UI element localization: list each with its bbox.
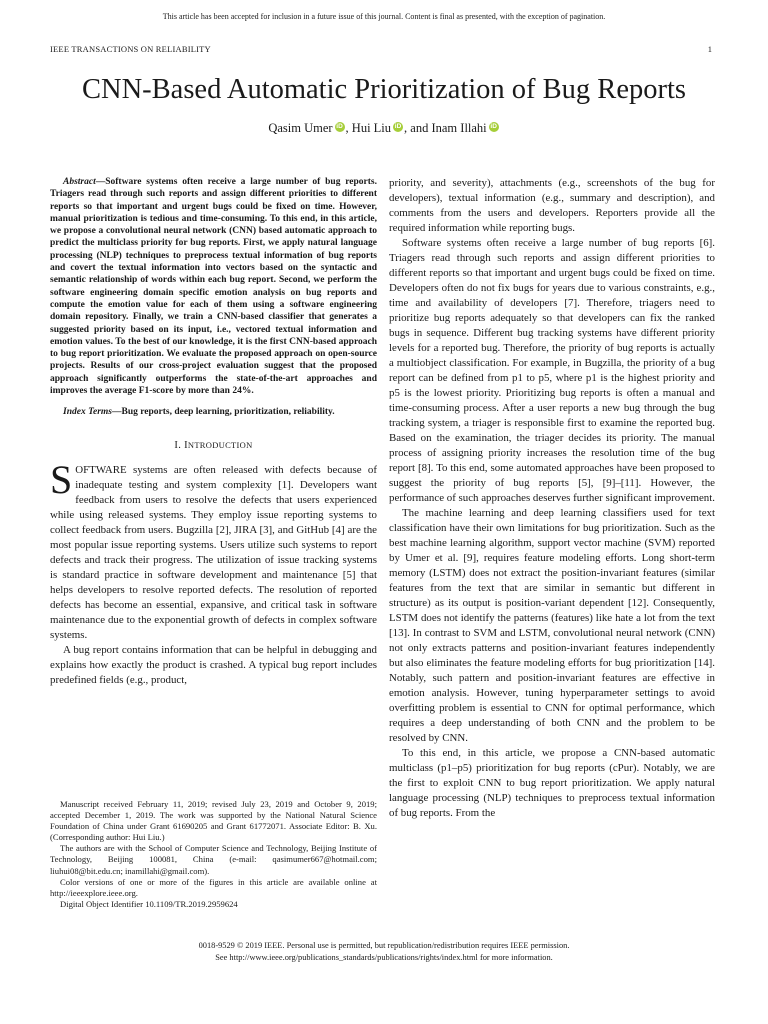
- body-paragraph: priority, and severity), attachments (e.g., screenshots of the bug for developers), textual information (e.g., summary and description), and comments from the users and developers. Reporters provide all the required information while reporting bugs.: [389, 177, 715, 234]
- journal-running-head: IEEE TRANSACTIONS ON RELIABILITY: [50, 44, 211, 54]
- paper-title: CNN-Based Automatic Prioritization of Bug Reports: [82, 74, 686, 105]
- abstract: [50, 176, 377, 397]
- section-title-rest: NTRODUCTION: [187, 439, 253, 450]
- abstract-text: —Software systems often receive a large number of bug reports. Triagers read through such reports and assign different priorities to different reports so that important and urgent bugs could be fixed on time. However, manual prioritization is tedious and time-consuming. To this end, in this article, we propose a convolutional neural network (CNN) based automatic approach to predict the multiclass priority for bug reports. First, we apply natural language processing (NLP) techniques to preprocess textual information of bug reports and covert the textual information into vectors based on the syntactic and semantic relationship of words within each bug report. Second, we perform the software engineering domain specific emotion analysis on bug reports and compute the emotion value for each of them using a software engineering domain repository. Finally, we train a CNN-based classifier that generates a suggested priority based on its input, i.e., vectored textual information and emotion values. To the best of our knowledge, it is the first CNN-based approach to bug report prioritization. We evaluate the proposed approach on open-source projects. Results of our cross-project evaluation suggest that the proposed approach significantly outperforms the state-of-the-art approaches and improves the average F1-score by more than 24%.: [50, 177, 377, 397]
- body-paragraph: To this end, in this article, we propose a CNN-based automatic multiclass (p1–p5) prioritization for bug reports (cPur). Notably, we are the first to exploit CNN to bug report prioritization. We apply natural language processing (NLP) techniques to preprocess textual information of bug reports. From the: [389, 747, 715, 819]
- author-separator: ,: [345, 121, 352, 135]
- author-list: [0, 121, 768, 136]
- author-separator: , and: [404, 121, 432, 135]
- abstract-lead: Abstract: [63, 177, 96, 187]
- orcid-icon[interactable]: iD: [336, 123, 343, 130]
- section-numeral: I.: [174, 439, 185, 451]
- section-initial: I: [184, 439, 188, 451]
- author-name: Hui Liu: [351, 121, 392, 135]
- author-name: Inam Illahi: [431, 121, 487, 135]
- footnote-doi: Digital Object Identifier 10.1109/TR.2019.2959624: [60, 898, 238, 909]
- left-column: [50, 176, 377, 688]
- right-column: [389, 176, 715, 821]
- intro-paragraph: [50, 456, 377, 643]
- intro-paragraph: A bug report contains information that can be helpful in debugging and explains how exactly the product is crashed. A typical bug report includes predefined fields (e.g., product,: [50, 643, 377, 686]
- body-paragraph: Software systems often receive a large number of bug reports [6]. Triagers read through such reports and assign different priorities to different reports so that important and urgent bugs could be fixed on time. Developers often do not fix bugs for years due to various constraints, e.g., time and availability of developers [7]. Therefore, triagers need to prioritize bug reports adequately so that developers can fix the ranked bugs in sequence. Different bug tracking systems have different priority levels for a reported bug. Therefore, the priority of bug reports is actually a multiobject classification. For example, in Bugzilla, the priority of a bug report can be defined from p1 to p5, where p1 is the highest priority and p5 is the lowest priority. Prioritizing bug reports is often a manual and time-consuming process. After a user reports a new bug through the bug tracking system, a triager is responsible first to examine the reported bug. Based on the examination, the triager decides its priority. The manual process of assigning priority increases the resolution time of the bug report [8]. To this end, some automated approaches have been proposed to suggest the priority of bug reports [5], [9]–[11]. However, the performance of such approaches deserves further significant improvement.: [389, 237, 715, 504]
- drop-cap: S: [50, 456, 73, 502]
- footnotes: [50, 799, 377, 910]
- author-name: Qasim Umer: [268, 121, 333, 135]
- orcid-icon[interactable]: iD: [394, 123, 402, 130]
- rights-url-line: See http://www.ieee.org/publications_standards/publications/rights/index.html for more information.: [215, 953, 553, 962]
- copyright-footer: [0, 940, 768, 964]
- page-number: 1: [707, 44, 712, 54]
- acceptance-banner: This article has been accepted for inclusion in a future issue of this journal. Content is final as presented, with the exception of pagination.: [162, 12, 606, 21]
- copyright-line: 0018-9529 © 2019 IEEE. Personal use is permitted, but republication/redistribution requires IEEE permission.: [198, 941, 570, 950]
- index-terms: [50, 406, 377, 418]
- index-terms-text: —Bug reports, deep learning, prioritization, reliability.: [112, 407, 335, 418]
- footnote-manuscript: Manuscript received February 11, 2019; revised July 23, 2019 and October 9, 2019; accepted December 1, 2019. The work was supported by the National Natural Science Foundation of China under Grant 61690205 and Grant 61772071. Associate Editor: B. Xu. (Corresponding author: Hui Liu.): [50, 799, 377, 843]
- index-terms-lead: Index Terms: [63, 407, 113, 418]
- section-heading-introduction: [50, 438, 377, 453]
- footnote-color-figures: Color versions of one or more of the figures in this article are available online at http://ieeexplore.ieee.org.: [50, 876, 377, 898]
- footnote-affiliation: The authors are with the School of Computer Science and Technology, Beijing Institute of Technology, Beijing 100081, China (e-mail: qasimumer667@hotmail.com; liuhui08@bit.edu.cn; inamillahi@gmail.com).: [50, 843, 377, 876]
- orcid-icon[interactable]: iD: [490, 123, 497, 130]
- body-paragraph: The machine learning and deep learning classifiers used for text classification have their own limitations for bug prioritization. Such as the best machine learning algorithm, support vector machine (SVM) reported by Umer et al. [9], requires feature modeling efforts. Long short-term memory (LSTM) does not extract the position-invariant features (similar features from the text that are similar in semantic but different in structure) as its output is position-variant dependent [12]. Consequently, LSTM does not identify the patterns (features) like hate a lot from the text [13]. In contrast to SVM and LSTM, convolutional neural network (CNN) not only extracts patterns and position-invariant features independently but also eliminates the feature modeling efforts for bug prioritization [14]. Notably, such pattern and position-invariant features are effective in emotion analysis. However, tuning hyperparameter settings to avoid overfitting problem is essential to CNN for optimal performance, which requires a deep understanding of both CNN and the problem to be resolved by CNN.: [389, 507, 715, 744]
- intro-paragraph-text: OFTWARE systems are often released with defects because of inadequate testing and system complexity [1]. Developers want feedback from users to resolve the defects that users experienced while using released systems. They employ issue reporting systems to collect feedback from users. Bugzilla [2], JIRA [3], and GitHub [4] are the most popular issue reporting systems. Users utilize such systems to report defects and track their progress. The utilization of issue tracking systems is standard practice in software development and maintenance [5] that helps developers to resolve reported defects. The resolution of reported defects has become an essential, expansive, and critical task in software maintenance due to the exponential growth of defects in complex software systems.: [50, 463, 377, 641]
